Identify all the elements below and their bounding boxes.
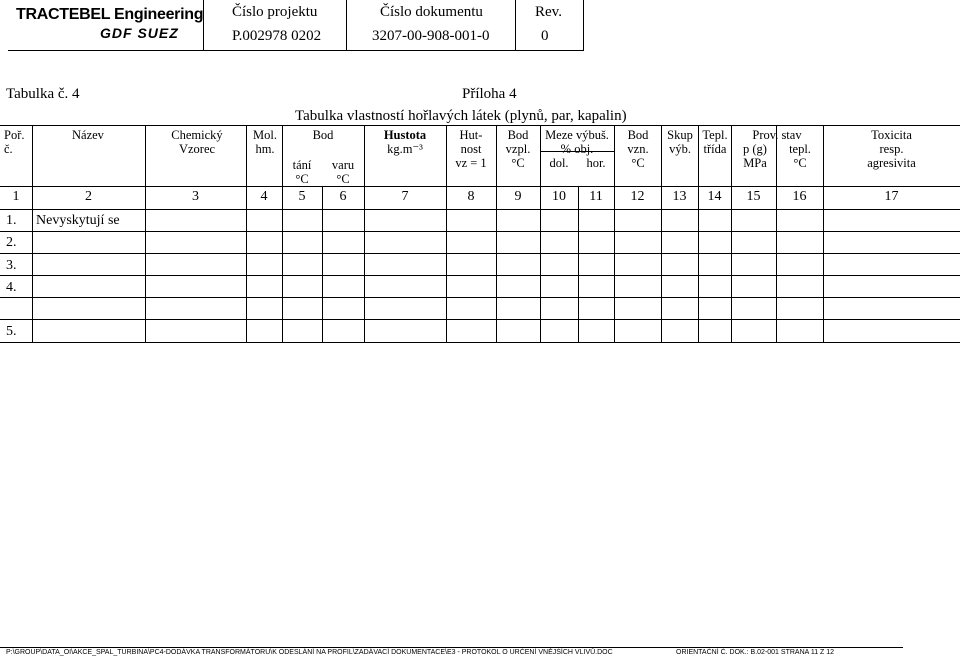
colnum: 8 (467, 189, 475, 204)
col-nazev: Název (72, 128, 104, 142)
col-bod: Bod (312, 128, 334, 142)
col-meze-dol: dol. (549, 156, 569, 170)
properties-table (0, 125, 960, 343)
colnum: 13 (672, 189, 687, 204)
colnum: 4 (260, 189, 268, 204)
row-number: 5. (6, 324, 17, 339)
row-name: Nevyskytují se (36, 213, 120, 228)
col-skup: Skup výb. (667, 128, 693, 156)
colnum: 16 (792, 189, 807, 204)
rev-value: 0 (541, 28, 549, 44)
col-meze: Meze výbuš. % obj. (545, 128, 609, 156)
col-varu: varu °C (331, 158, 355, 186)
logo-gdf-suez: GDF SUEZ (100, 25, 179, 41)
col-hutnost: Hut- nost vz = 1 (455, 128, 487, 170)
col-prov-p: p (g) MPa (743, 142, 767, 170)
col-tepl-trida: Tepl. třída (702, 128, 728, 156)
colnum: 17 (884, 189, 899, 204)
colnum: 12 (630, 189, 645, 204)
project-label: Číslo projektu (232, 4, 318, 20)
row-number: 3. (6, 258, 17, 273)
col-tani: tání °C (292, 158, 312, 186)
footer-ref: ORIENTAČNÍ Č. DOK.: B.02-001 STRANA 11 Z 12 (676, 649, 835, 656)
row-number: 4. (6, 280, 17, 295)
col-toxicita: Toxicita resp. agresivita (867, 128, 916, 170)
logo-tractebel: TRACTEBEL Engineering (16, 6, 204, 23)
table-number: Tabulka č. 4 (6, 86, 80, 102)
footer-path: P:\GROUP\DATA_OI\AKCE_SPAL_TURBINA\PC4-DODÁVKA TRANSFORMÁTORU\K ODESLÁNÍ NA PROFIL\ZADÁVACÍ DOKUMENTACE\E3 - PROTOKOL O URČENÍ VNĚJŠÍCH VLIVŮ.DOC (6, 649, 613, 656)
annex-title: Příloha 4 (462, 86, 517, 102)
colnum: 14 (707, 189, 722, 204)
document-label: Číslo dokumentu (380, 4, 483, 20)
col-bod-vzpl: Bod vzpl. °C (505, 128, 531, 170)
colnum: 5 (298, 189, 306, 204)
col-por: Poř. č. (4, 128, 25, 156)
colnum: 1 (12, 189, 20, 204)
table-title: Tabulka vlastností hořlavých látek (plynů, par, kapalin) (295, 108, 627, 124)
colnum: 2 (85, 189, 92, 204)
footer-line (0, 647, 903, 648)
colnum: 11 (589, 189, 603, 204)
col-chemicky: Chemický Vzorec (171, 128, 223, 156)
colnum: 15 (746, 189, 761, 204)
rev-label: Rev. (535, 4, 562, 20)
col-prov-stav: Prov. stav (752, 128, 802, 142)
colnum: 7 (401, 189, 409, 204)
col-prov-tepl: tepl. °C (789, 142, 811, 170)
col-hustota: Hustota kg.m⁻³ (383, 128, 427, 156)
project-value: P.002978 0202 (232, 28, 322, 44)
colnum: 10 (552, 189, 566, 204)
document-value: 3207-00-908-001-0 (372, 28, 490, 44)
col-mol: Mol. hm. (253, 128, 277, 156)
row-number: 1. (6, 213, 17, 228)
col-meze-hor: hor. (586, 156, 606, 170)
col-bod-vzn: Bod vzn. °C (627, 128, 649, 170)
colnum: 6 (339, 189, 347, 204)
colnum: 3 (192, 189, 199, 204)
colnum: 9 (514, 189, 522, 204)
row-number: 2. (6, 235, 17, 250)
